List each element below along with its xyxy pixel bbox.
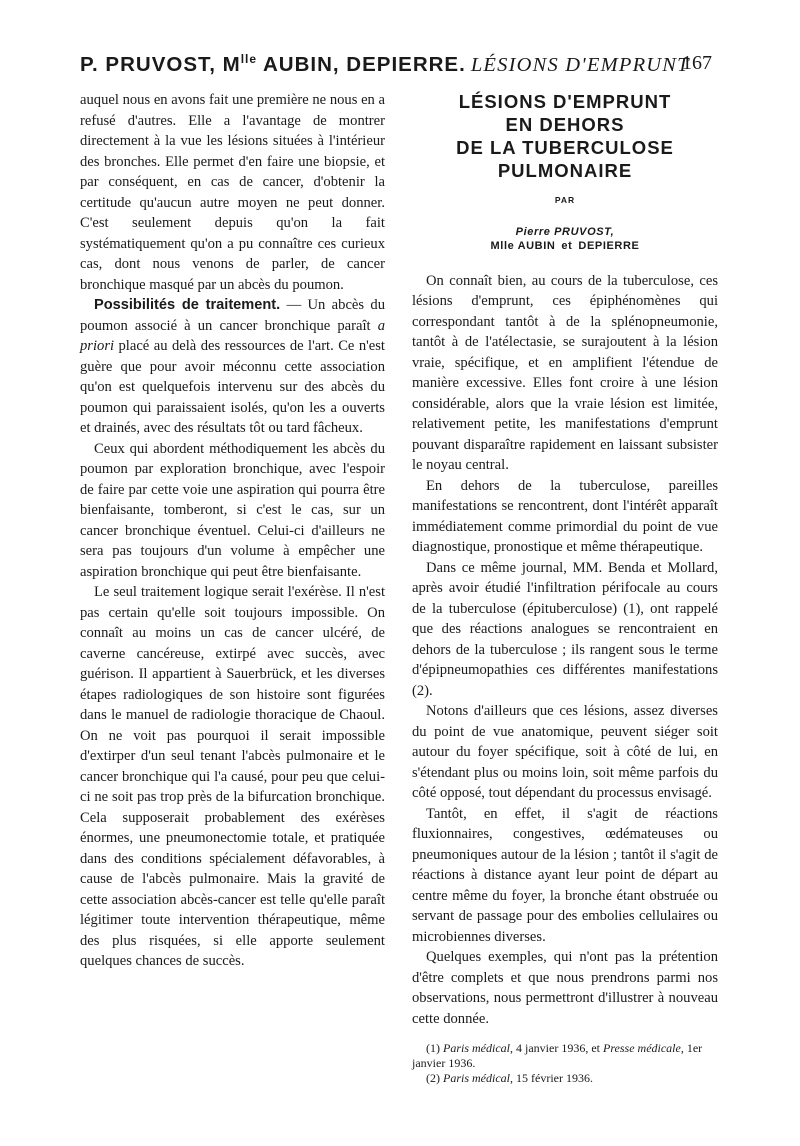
byline-par: PAR [554,195,576,205]
article-title: LÉSIONS D'EMPRUNT EN DEHORS DE LA TUBERCULOSE PULMONAIRE [456,91,674,181]
footnote-1: (1) Paris médical, 4 janvier 1936, et Presse médicale, 1er janvier 1936. [412,1041,703,1070]
running-header [80,52,712,82]
footnotes [412,1041,718,1086]
paragraph: On connaît bien, au cours de la tuberculose, ces lésions d'emprunt, ces épiphénomènes qui correspondant tantôt à de la splénopneumonie, tantôt à de l'atélectasie, se surajoutent à la lésion vraie, spécifique, et en amplifient l'étendue de manière excessive. Elles font croire à une lésion considérable, alors que la vraie lésion est limitée, relativement petite, les manifestations d'emprunt pouvant disparaître rapidement en laissant subsister le noyau central. [412,272,718,473]
header-title: LÉSIONS D'EMPRUNT [470,54,690,76]
paragraph: auquel nous en avons fait une première ne nous en a refusé d'autres. Elle a l'avantage de montrer directement à la vue les lésions situées à l'intérieur des bronches. Elle permet d'en faire une biopsie, et par conséquent, en cas de cancer, d'obtenir la certitude qu'aucun autre moyen ne peut donner. C'est seulement depuis qu'on la fait systématiquement qu'on a pu connaître ces curieux cas, dont nous venons de parler, de cancer bronchique masqué par un abcès du poumon. [80,92,385,293]
byline: Pierre PRUVOST, Mlle AUBIN et DEPIERRE [490,225,640,252]
paragraph: Notons d'ailleurs que ces lésions, assez diverses du point de vue anatomique, peuvent siéger soit autour du foyer spécifique, soit à côté de lui, en s'étendant plus ou moins loin, soit même parfois du côté opposé, tout dépendant du processus envisagé. [412,703,718,801]
left-column [80,90,385,972]
header-authors: P. PRUVOST, $M^{lle}$ AUBIN, DEPIERRE. [80,52,466,76]
paragraph: Le seul traitement logique serait l'exérèse. Il n'est pas certain qu'elle soit toujours impossible. On connaît au moins un cas de cancer ulcéré, de caverne cancéreuse, extirpé avec succès, avec guérison. Il appartient à Sauerbrück, et les diverses étapes radiologiques de son histoire sont figurées dans le manuel de radiologie thoracique de Chaoul. On ne voit pas pourquoi il serait impossible d'extirper d'un seul tenant l'abcès pulmonaire et le cancer bronchique qui l'a causé, pour peu que celui-ci ne soit pas trop près de la bifurcation bronchique. Cela supposerait probablement des exérèses énormes, une pneumonectomie totale, et pratiquée dans des conditions spécialement défavorables, à cause de l'abcès pulmonaire. Mais la gravité de cette association abcès-cancer est telle qu'elle paraît légitimer toute intervention thérapeutique, même des plus risquées, si elle apporte seulement quelques chances de succès. [80,584,385,969]
paragraph: Dans ce même journal, MM. Benda et Mollard, après avoir étudié l'infiltration périfocale au cours de la tuberculose (épituberculose) (1), ont rappelé que des réactions analogues se rencontraient en dehors de la tuberculose ; ils rangent sous le terme d'épipneumopathies ces différentes manifestations (2). [412,559,718,699]
section-lead: Possibilités de traitement. [94,297,281,313]
paragraph: Tantôt, en effet, il s'agit de réactions fluxionnaires, congestives, œdémateuses ou pneumoniques autour de la lésion ; tantôt il s'agit de réactions à distance ayant leur point de départ au centre même du foyer, la bronche étant obstruée ou servant de passage pour des embolies cellulaires ou microbiennes diverses. [412,805,718,945]
paragraph-treatment: Possibilités de traitement. — Un abcès du poumon associé à un cancer bronchique paraît a priori placé au delà des ressources de l'art. Ce n'est guère que pour avoir méconnu cette association qu'on est quelquefois intervenu sur des abcès du poumon qui paraissaient isolés, qu'on les a ouverts et drainés, avec des résultats tôt ou tard fâcheux. [80,297,385,436]
footnote-2: (2) Paris médical, 15 février 1936. [426,1071,593,1085]
right-column [412,90,718,1086]
paragraph: Ceux qui abordent méthodiquement les abcès du poumon par exploration bronchique, avec l'espoir de faire par cette voie une aspiration qui pourra être bienfaisante, tomberont, si c'est le cas, sur un cancer bronchique éventuel. Celui-ci d'ailleurs ne sera pas toujours d'un volume à empêcher une aspiration bronchique qui peut être bienfaisante. [80,440,385,580]
page-number: 167 [682,52,712,74]
paragraph: Quelques exemples, qui n'ont pas la prétention d'être complets et que nous prendrons parmi nos observations, nous permettront d'illustrer à nouveau cette donnée. [412,949,718,1027]
paragraph: En dehors de la tuberculose, pareilles manifestations se rencontrent, dont l'intérêt apparaît immédiatement comme primordial du point de vue diagnostique, pronostique et même thérapeutique. [412,477,718,555]
